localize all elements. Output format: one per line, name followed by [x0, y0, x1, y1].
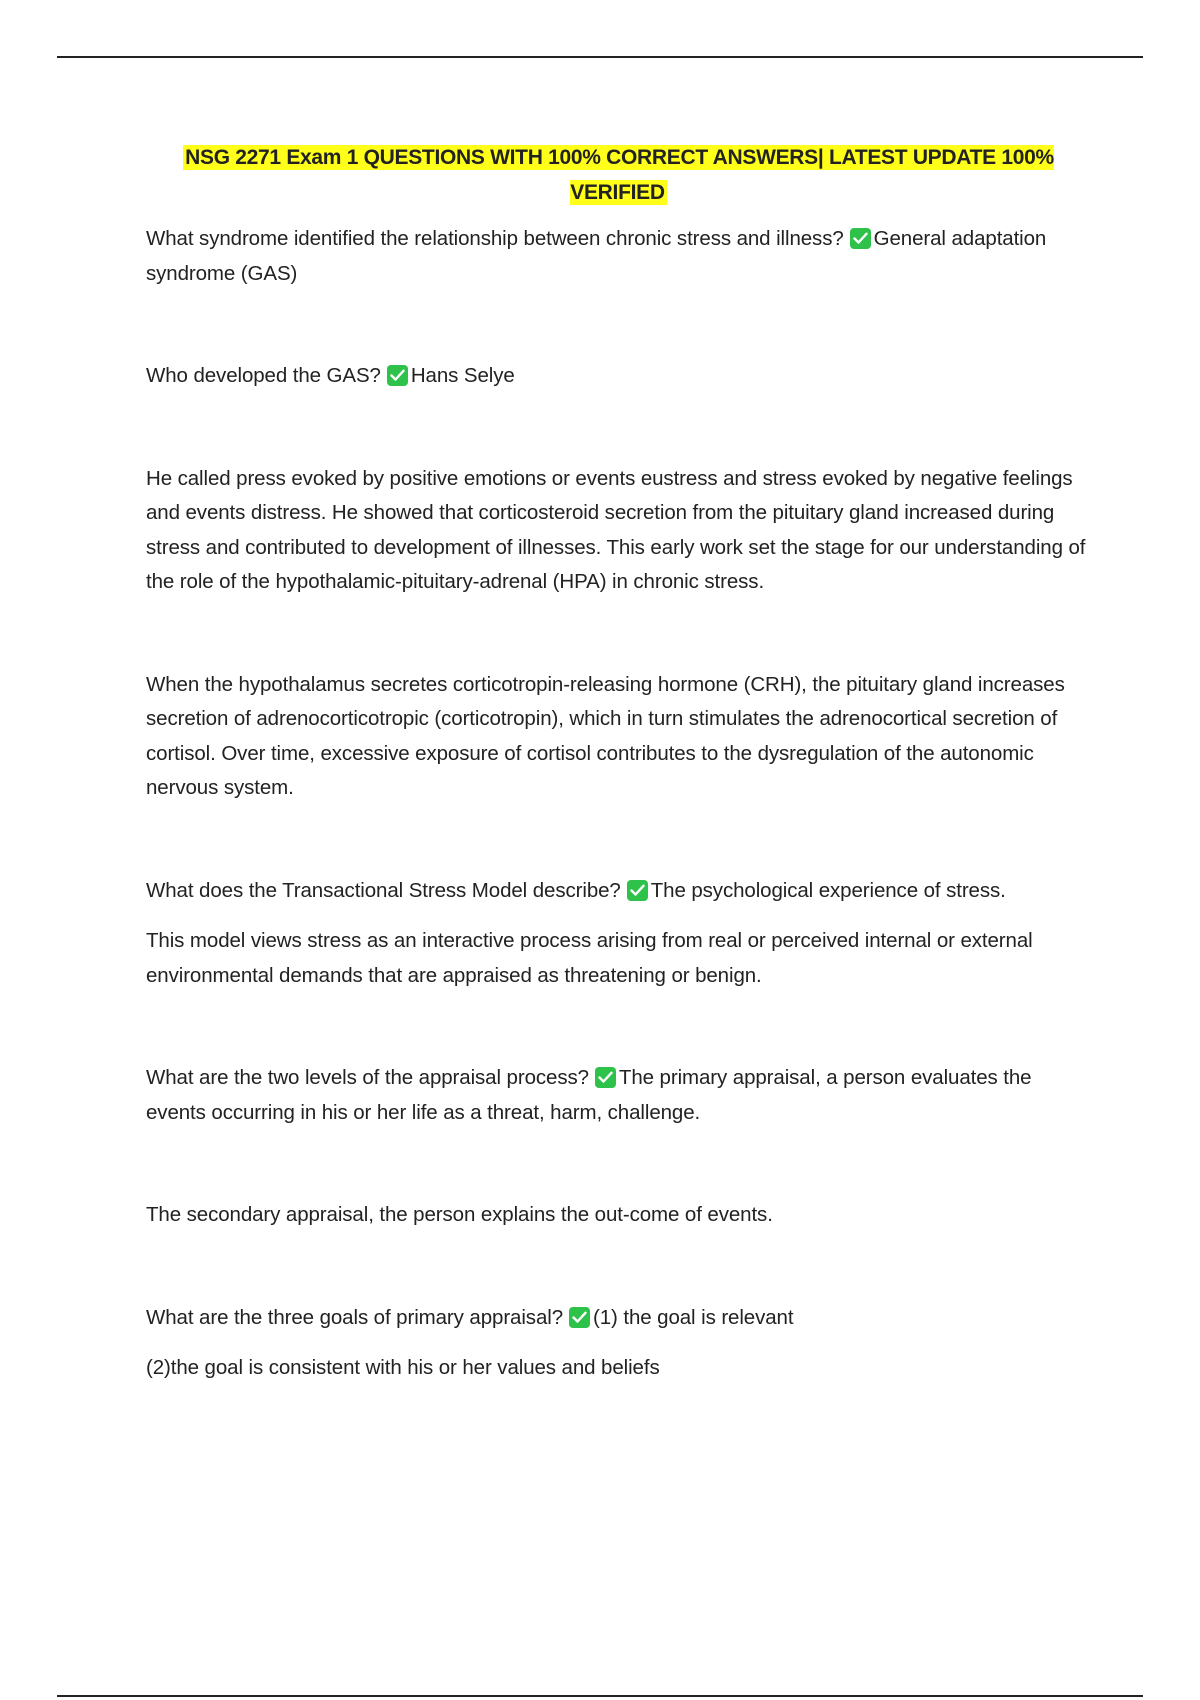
question-text: What syndrome identified the relationship between chronic stress and illness?	[146, 227, 844, 250]
answer-text: General adaptation syndrome (GAS)	[146, 227, 1047, 285]
bottom-rule	[57, 1695, 1143, 1697]
qa-item	[146, 1061, 1091, 1130]
qa-item	[146, 1301, 1091, 1336]
top-rule	[57, 56, 1143, 58]
paragraph: The secondary appraisal, the person explains the out-come of events.	[146, 1203, 773, 1226]
answer-text: Hans Selye	[410, 364, 515, 387]
answer-text: The primary appraisal, a person evaluates the events occurring in his or her life as a threat, harm, challenge.	[146, 1066, 1032, 1124]
question-text: What are the three goals of primary appraisal?	[146, 1305, 564, 1329]
question-text: Who developed the GAS?	[146, 364, 381, 387]
qa-item	[146, 222, 1091, 291]
check-mark-icon	[569, 1307, 590, 1328]
answer-text: (1) the goal is relevant	[593, 1305, 794, 1329]
paragraph: This model views stress as an interactive process arising from real or perceived internal or external environmental demands that are appraised as threatening or benign.	[146, 929, 1033, 987]
question-text: What are the two levels of the appraisal process?	[146, 1066, 589, 1089]
document-body	[146, 140, 1091, 1386]
check-mark-icon	[595, 1067, 616, 1088]
title-highlight: NSG 2271 Exam 1 QUESTIONS WITH 100% CORRECT ANSWERS| LATEST UPDATE 100% VERIFIED	[185, 146, 1054, 204]
check-mark-icon	[387, 365, 408, 386]
paragraph: When the hypothalamus secretes corticotropin-releasing hormone (CRH), the pituitary gland increases secretion of adrenocorticotropic (corticotropin), which in turn stimulates the adrenocortical secretion of cortisol. Over time, excessive exposure of cortisol contributes to the dysregulation of the autonomic nervous system.	[146, 672, 1065, 799]
answer-text: The psychological experience of stress.	[650, 878, 1006, 902]
document-title	[146, 140, 1091, 210]
qa-item	[146, 359, 1091, 394]
question-text: What does the Transactional Stress Model describe?	[146, 878, 621, 902]
paragraph: He called press evoked by positive emotions or events eustress and stress evoked by negative feelings and events distress. He showed that corticosteroid secretion from the pituitary gland increased during stress and contributed to development of illnesses. This early work set the stage for our understanding of the role of the hypothalamic-pituitary-adrenal (HPA) in chronic stress.	[146, 466, 1086, 593]
paragraph: (2)the goal is consistent with his or her values and beliefs	[146, 1356, 660, 1379]
qa-item	[146, 874, 1091, 909]
check-mark-icon	[627, 880, 648, 901]
check-mark-icon	[850, 228, 871, 249]
